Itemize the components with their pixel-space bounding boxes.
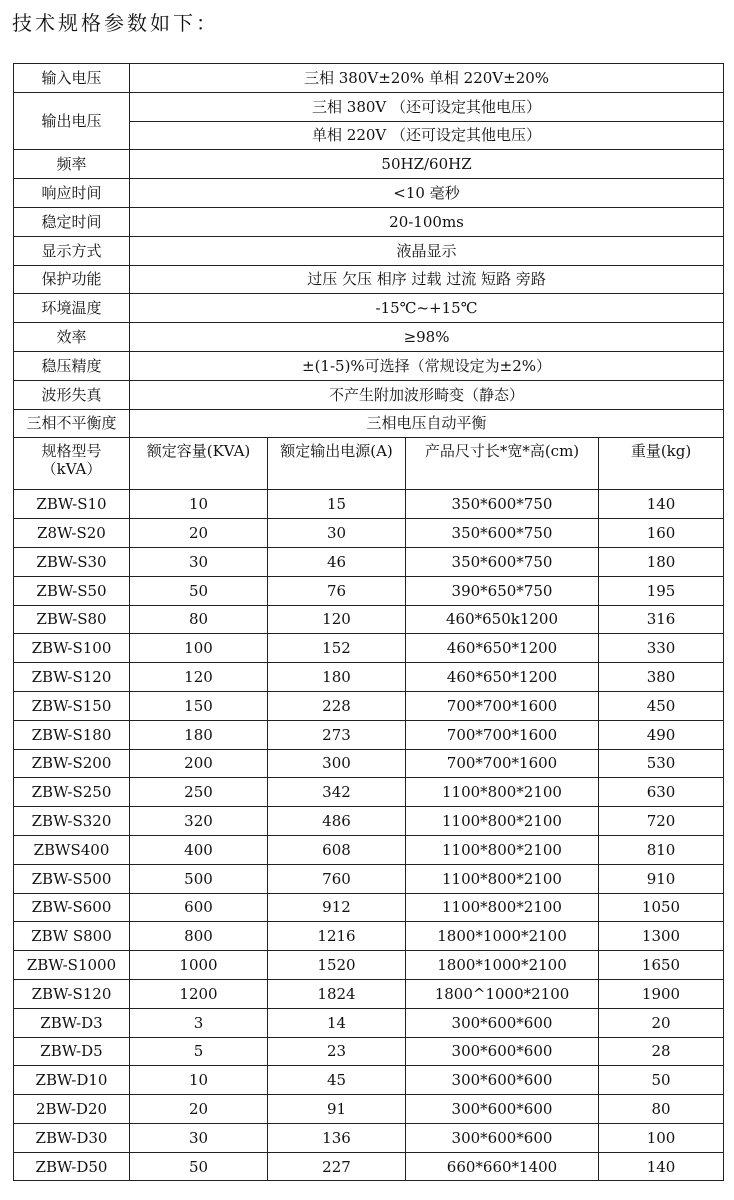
weight-cell: 140 <box>599 1152 724 1181</box>
model-cell: ZBW-D30 <box>14 1123 130 1152</box>
spec-label: 环境温度 <box>14 294 130 323</box>
spec-label: 频率 <box>14 150 130 179</box>
table-row <box>14 490 724 519</box>
dimensions-cell: 1100*800*2100 <box>406 893 599 922</box>
dimensions-cell: 350*600*750 <box>406 547 599 576</box>
weight-cell: 160 <box>599 519 724 548</box>
spec-row <box>14 150 724 179</box>
model-cell: ZBW-S150 <box>14 691 130 720</box>
spec-row <box>14 179 724 208</box>
spec-row <box>14 323 724 352</box>
model-cell: ZBW-D50 <box>14 1152 130 1181</box>
spec-label: 波形失真 <box>14 380 130 409</box>
capacity-cell: 400 <box>130 835 268 864</box>
weight-cell: 180 <box>599 547 724 576</box>
table-row <box>14 1037 724 1066</box>
capacity-cell: 150 <box>130 691 268 720</box>
current-cell: 1520 <box>268 951 406 980</box>
current-cell: 45 <box>268 1066 406 1095</box>
table-row <box>14 807 724 836</box>
spec-row <box>14 409 724 438</box>
capacity-cell: 180 <box>130 720 268 749</box>
header-weight: 重量(kg) <box>599 438 724 490</box>
capacity-cell: 500 <box>130 864 268 893</box>
spec-label: 显示方式 <box>14 236 130 265</box>
current-cell: 23 <box>268 1037 406 1066</box>
dimensions-cell: 350*600*750 <box>406 519 599 548</box>
table-row <box>14 922 724 951</box>
capacity-cell: 50 <box>130 576 268 605</box>
dimensions-cell: 460*650*1200 <box>406 663 599 692</box>
capacity-cell: 5 <box>130 1037 268 1066</box>
model-cell: ZBW-S80 <box>14 605 130 634</box>
weight-cell: 1650 <box>599 951 724 980</box>
current-cell: 30 <box>268 519 406 548</box>
dimensions-cell: 1800^1000*2100 <box>406 979 599 1008</box>
current-cell: 608 <box>268 835 406 864</box>
dimensions-cell: 1100*800*2100 <box>406 778 599 807</box>
model-cell: ZBW-S320 <box>14 807 130 836</box>
capacity-cell: 30 <box>130 1123 268 1152</box>
table-row <box>14 1152 724 1181</box>
current-cell: 76 <box>268 576 406 605</box>
header-dimensions: 产品尺寸长*宽*高(cm) <box>406 438 599 490</box>
table-row <box>14 1123 724 1152</box>
table-row <box>14 547 724 576</box>
spec-value: <10 毫秒 <box>130 179 724 208</box>
weight-cell: 50 <box>599 1066 724 1095</box>
table-row <box>14 691 724 720</box>
weight-cell: 195 <box>599 576 724 605</box>
capacity-cell: 600 <box>130 893 268 922</box>
weight-cell: 1300 <box>599 922 724 951</box>
spec-row <box>14 236 724 265</box>
weight-cell: 530 <box>599 749 724 778</box>
current-cell: 342 <box>268 778 406 807</box>
capacity-cell: 1000 <box>130 951 268 980</box>
table-row <box>14 576 724 605</box>
spec-table <box>13 63 724 1181</box>
table-row <box>14 951 724 980</box>
dimensions-cell: 350*600*750 <box>406 490 599 519</box>
spec-value: ≥98% <box>130 323 724 352</box>
model-cell: ZBW-D10 <box>14 1066 130 1095</box>
weight-cell: 910 <box>599 864 724 893</box>
current-cell: 152 <box>268 634 406 663</box>
table-row <box>14 778 724 807</box>
table-row <box>14 749 724 778</box>
dimensions-cell: 700*700*1600 <box>406 720 599 749</box>
capacity-cell: 3 <box>130 1008 268 1037</box>
model-cell: ZBW-D3 <box>14 1008 130 1037</box>
spec-value: ±(1-5)%可选择（常规设定为±2%） <box>130 351 724 380</box>
dimensions-cell: 660*660*1400 <box>406 1152 599 1181</box>
dimensions-cell: 300*600*600 <box>406 1008 599 1037</box>
table-row <box>14 1066 724 1095</box>
spec-row <box>14 351 724 380</box>
model-cell: ZBW-S30 <box>14 547 130 576</box>
capacity-cell: 50 <box>130 1152 268 1181</box>
dimensions-cell: 1100*800*2100 <box>406 807 599 836</box>
spec-value: 单相 220V （还可设定其他电压） <box>130 121 724 150</box>
dimensions-cell: 460*650k1200 <box>406 605 599 634</box>
capacity-cell: 80 <box>130 605 268 634</box>
model-cell: Z8W-S20 <box>14 519 130 548</box>
current-cell: 760 <box>268 864 406 893</box>
spec-label: 保护功能 <box>14 265 130 294</box>
dimensions-cell: 300*600*600 <box>406 1037 599 1066</box>
weight-cell: 380 <box>599 663 724 692</box>
model-header-row <box>14 438 724 490</box>
model-cell: ZBW-S180 <box>14 720 130 749</box>
spec-row <box>14 380 724 409</box>
spec-label: 输入电压 <box>14 64 130 93</box>
model-cell: ZBW-S600 <box>14 893 130 922</box>
model-cell: ZBW-S120 <box>14 663 130 692</box>
current-cell: 136 <box>268 1123 406 1152</box>
spec-label: 效率 <box>14 323 130 352</box>
weight-cell: 28 <box>599 1037 724 1066</box>
model-cell: ZBW-D5 <box>14 1037 130 1066</box>
capacity-cell: 800 <box>130 922 268 951</box>
current-cell: 1216 <box>268 922 406 951</box>
weight-cell: 140 <box>599 490 724 519</box>
weight-cell: 810 <box>599 835 724 864</box>
current-cell: 14 <box>268 1008 406 1037</box>
spec-label: 三相不平衡度 <box>14 409 130 438</box>
spec-value: 三相 380V±20% 单相 220V±20% <box>130 64 724 93</box>
spec-value: -15℃~+15℃ <box>130 294 724 323</box>
weight-cell: 20 <box>599 1008 724 1037</box>
dimensions-cell: 300*600*600 <box>406 1095 599 1124</box>
weight-cell: 1900 <box>599 979 724 1008</box>
current-cell: 15 <box>268 490 406 519</box>
table-row <box>14 979 724 1008</box>
model-cell: ZBW-S100 <box>14 634 130 663</box>
weight-cell: 1050 <box>599 893 724 922</box>
model-cell: ZBW-S250 <box>14 778 130 807</box>
capacity-cell: 100 <box>130 634 268 663</box>
spec-value: 不产生附加波形畸变（静态） <box>130 380 724 409</box>
current-cell: 486 <box>268 807 406 836</box>
dimensions-cell: 1800*1000*2100 <box>406 922 599 951</box>
table-row <box>14 663 724 692</box>
spec-value: 20-100ms <box>130 207 724 236</box>
capacity-cell: 10 <box>130 490 268 519</box>
spec-label: 稳定时间 <box>14 207 130 236</box>
spec-label: 响应时间 <box>14 179 130 208</box>
dimensions-cell: 1100*800*2100 <box>406 835 599 864</box>
spec-row <box>14 207 724 236</box>
capacity-cell: 250 <box>130 778 268 807</box>
dimensions-cell: 700*700*1600 <box>406 749 599 778</box>
table-row <box>14 1008 724 1037</box>
model-cell: ZBW-S50 <box>14 576 130 605</box>
weight-cell: 316 <box>599 605 724 634</box>
capacity-cell: 20 <box>130 519 268 548</box>
dimensions-cell: 700*700*1600 <box>406 691 599 720</box>
dimensions-cell: 300*600*600 <box>406 1066 599 1095</box>
weight-cell: 450 <box>599 691 724 720</box>
header-capacity: 额定容量(KVA) <box>130 438 268 490</box>
weight-cell: 330 <box>599 634 724 663</box>
spec-value: 过压 欠压 相序 过载 过流 短路 旁路 <box>130 265 724 294</box>
spec-value: 50HZ/60HZ <box>130 150 724 179</box>
capacity-cell: 20 <box>130 1095 268 1124</box>
capacity-cell: 10 <box>130 1066 268 1095</box>
capacity-cell: 200 <box>130 749 268 778</box>
spec-row <box>14 64 724 93</box>
table-row <box>14 634 724 663</box>
table-row <box>14 864 724 893</box>
dimensions-cell: 300*600*600 <box>406 1123 599 1152</box>
table-row <box>14 1095 724 1124</box>
spec-label: 输出电压 <box>14 92 130 150</box>
spec-value: 三相电压自动平衡 <box>130 409 724 438</box>
model-cell: ZBW-S10 <box>14 490 130 519</box>
table-row <box>14 519 724 548</box>
model-cell: ZBW-S200 <box>14 749 130 778</box>
current-cell: 1824 <box>268 979 406 1008</box>
model-cell: ZBW-S120 <box>14 979 130 1008</box>
header-model: 规格型号（kVA） <box>14 438 130 490</box>
current-cell: 912 <box>268 893 406 922</box>
current-cell: 227 <box>268 1152 406 1181</box>
dimensions-cell: 390*650*750 <box>406 576 599 605</box>
current-cell: 91 <box>268 1095 406 1124</box>
table-row <box>14 835 724 864</box>
capacity-cell: 30 <box>130 547 268 576</box>
current-cell: 228 <box>268 691 406 720</box>
weight-cell: 630 <box>599 778 724 807</box>
weight-cell: 80 <box>599 1095 724 1124</box>
dimensions-cell: 460*650*1200 <box>406 634 599 663</box>
model-cell: ZBW-S500 <box>14 864 130 893</box>
table-row <box>14 605 724 634</box>
model-cell: ZBW S800 <box>14 922 130 951</box>
dimensions-cell: 1100*800*2100 <box>406 864 599 893</box>
current-cell: 300 <box>268 749 406 778</box>
table-row <box>14 893 724 922</box>
current-cell: 46 <box>268 547 406 576</box>
dimensions-cell: 1800*1000*2100 <box>406 951 599 980</box>
page-heading: 技术规格参数如下： <box>12 11 219 35</box>
model-cell: ZBW-S1000 <box>14 951 130 980</box>
model-rows <box>14 490 724 1181</box>
current-cell: 273 <box>268 720 406 749</box>
model-cell: ZBWS400 <box>14 835 130 864</box>
model-cell: 2BW-D20 <box>14 1095 130 1124</box>
capacity-cell: 1200 <box>130 979 268 1008</box>
spec-row <box>14 92 724 121</box>
weight-cell: 720 <box>599 807 724 836</box>
capacity-cell: 120 <box>130 663 268 692</box>
spec-row <box>14 265 724 294</box>
spec-value: 三相 380V （还可设定其他电压） <box>130 92 724 121</box>
current-cell: 180 <box>268 663 406 692</box>
header-current: 额定输出电源(A) <box>268 438 406 490</box>
capacity-cell: 320 <box>130 807 268 836</box>
spec-label: 稳压精度 <box>14 351 130 380</box>
spec-value: 液晶显示 <box>130 236 724 265</box>
weight-cell: 100 <box>599 1123 724 1152</box>
current-cell: 120 <box>268 605 406 634</box>
weight-cell: 490 <box>599 720 724 749</box>
table-row <box>14 720 724 749</box>
spec-row <box>14 294 724 323</box>
